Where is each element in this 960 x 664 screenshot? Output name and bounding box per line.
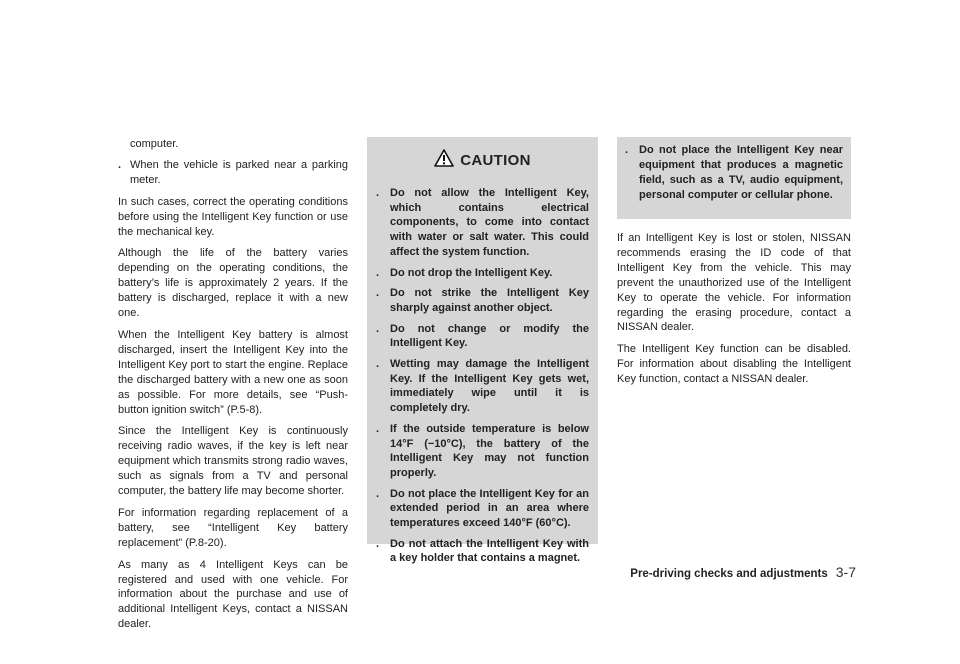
caution-text: Do not strike the Intelligent Key sharply against another object. — [390, 287, 589, 314]
page-number: 3-7 — [835, 564, 856, 580]
bullet-marker: . — [376, 358, 380, 371]
caution-header — [376, 149, 589, 172]
caution-box — [367, 137, 598, 565]
caution-text: Do not allow the Intelligent Key, which contains electrical components, to come into contact with water or salt water. This could affect the system function. — [390, 187, 589, 258]
caution-item — [376, 266, 589, 281]
warning-triangle-icon — [434, 149, 454, 172]
section-title: Pre-driving checks and adjustments — [630, 568, 828, 580]
caution-item — [376, 487, 589, 531]
caution-text: Wetting may damage the Intelligent Key. If the Intelligent Key gets wet, immediately wipe until it is completely dry. — [390, 358, 589, 415]
bullet-text: When the vehicle is parked near a parking meter. — [130, 158, 348, 186]
bullet-marker: . — [376, 422, 380, 435]
bullet-marker: . — [376, 287, 380, 300]
paragraph-disable-function: The Intelligent Key function can be disabled. For information about disabling the Intelligent Key function, contact a NISSAN dealer. — [617, 343, 851, 386]
caution-item — [376, 322, 589, 351]
paragraph-battery-replacement: For information regarding replacement of a battery, see “Intelligent Key battery replacement” (P.8-20). — [118, 506, 348, 549]
caution-title: CAUTION — [460, 152, 531, 169]
caution-item — [625, 143, 843, 203]
paragraph-lost-key: If an Intelligent Key is lost or stolen, NISSAN recommends erasing the ID code of that Intelligent Key from the vehicle. This may prevent the unauthorized use of the Intelligent Key to operate the vehicle. For information regarding the erasing procedure, contact a NISSAN dealer. — [617, 232, 851, 334]
bullet-marker: . — [376, 187, 380, 199]
bullet-marker: . — [376, 537, 380, 550]
bullet-parking-meter — [118, 158, 348, 188]
page-footer — [620, 564, 856, 580]
caution-text: Do not change or modify the Intelligent Key. — [390, 322, 589, 350]
paragraph-battery-life: Although the life of the battery varies depending on the operating conditions, the battery’s life is approximately 2 years. If the battery is discharged, replace it with a new one. — [118, 247, 348, 320]
paragraph-correct-conditions: In such cases, correct the operating conditions before using the Intelligent Key function or use the mechanical key. — [118, 195, 348, 238]
paragraph-battery-discharged: When the Intelligent Key battery is almost discharged, insert the Intelligent Key into the Intelligent Key port to start the engine. Replace the discharged battery with a new one as soon as possible. For more details, see “Push-button ignition switch” (P.5-8). — [118, 328, 348, 416]
caution-text: Do not attach the Intelligent Key with a key holder that contains a magnet. — [390, 537, 589, 565]
bullet-marker: . — [118, 158, 122, 171]
caution-text: If the outside temperature is below 14°F (−10°C), the battery of the Intelligent Key may not function properly. — [390, 422, 589, 479]
caution-item — [376, 422, 589, 481]
bullet-marker: . — [376, 266, 380, 279]
paragraph-radio-waves: Since the Intelligent Key is continuously receiving radio waves, if the key is left near equipment which transmits strong radio waves, such as signals from a TV and personal computer, the battery life may become shorter. — [118, 425, 348, 498]
caution-list — [376, 186, 589, 566]
right-column — [617, 231, 851, 394]
caution-text: Do not place the Intelligent Key near equipment that produces a magnetic field, such as a TV, audio equipment, personal computer or cellular phone. — [639, 144, 843, 201]
caution-continuation-box — [617, 137, 851, 219]
bullet-marker: . — [625, 144, 629, 156]
paragraph-additional-keys: As many as 4 Intelligent Keys can be registered and used with one vehicle. For information about the purchase and use of additional Intelligent Keys, contact a NISSAN dealer. — [118, 558, 348, 631]
caution-text: Do not place the Intelligent Key for an extended period in an area where temperatures exceed 140°F (60°C). — [390, 487, 589, 530]
left-column — [118, 137, 348, 639]
caution-item — [376, 186, 589, 260]
bullet-continuation: computer. — [130, 138, 179, 150]
bullet-marker: . — [376, 487, 380, 500]
caution-item — [376, 286, 589, 315]
caution-text: Do not drop the Intelligent Key. — [390, 266, 553, 279]
caution-item — [376, 357, 589, 416]
caution-item — [376, 537, 589, 566]
bullet-marker: . — [376, 322, 380, 335]
